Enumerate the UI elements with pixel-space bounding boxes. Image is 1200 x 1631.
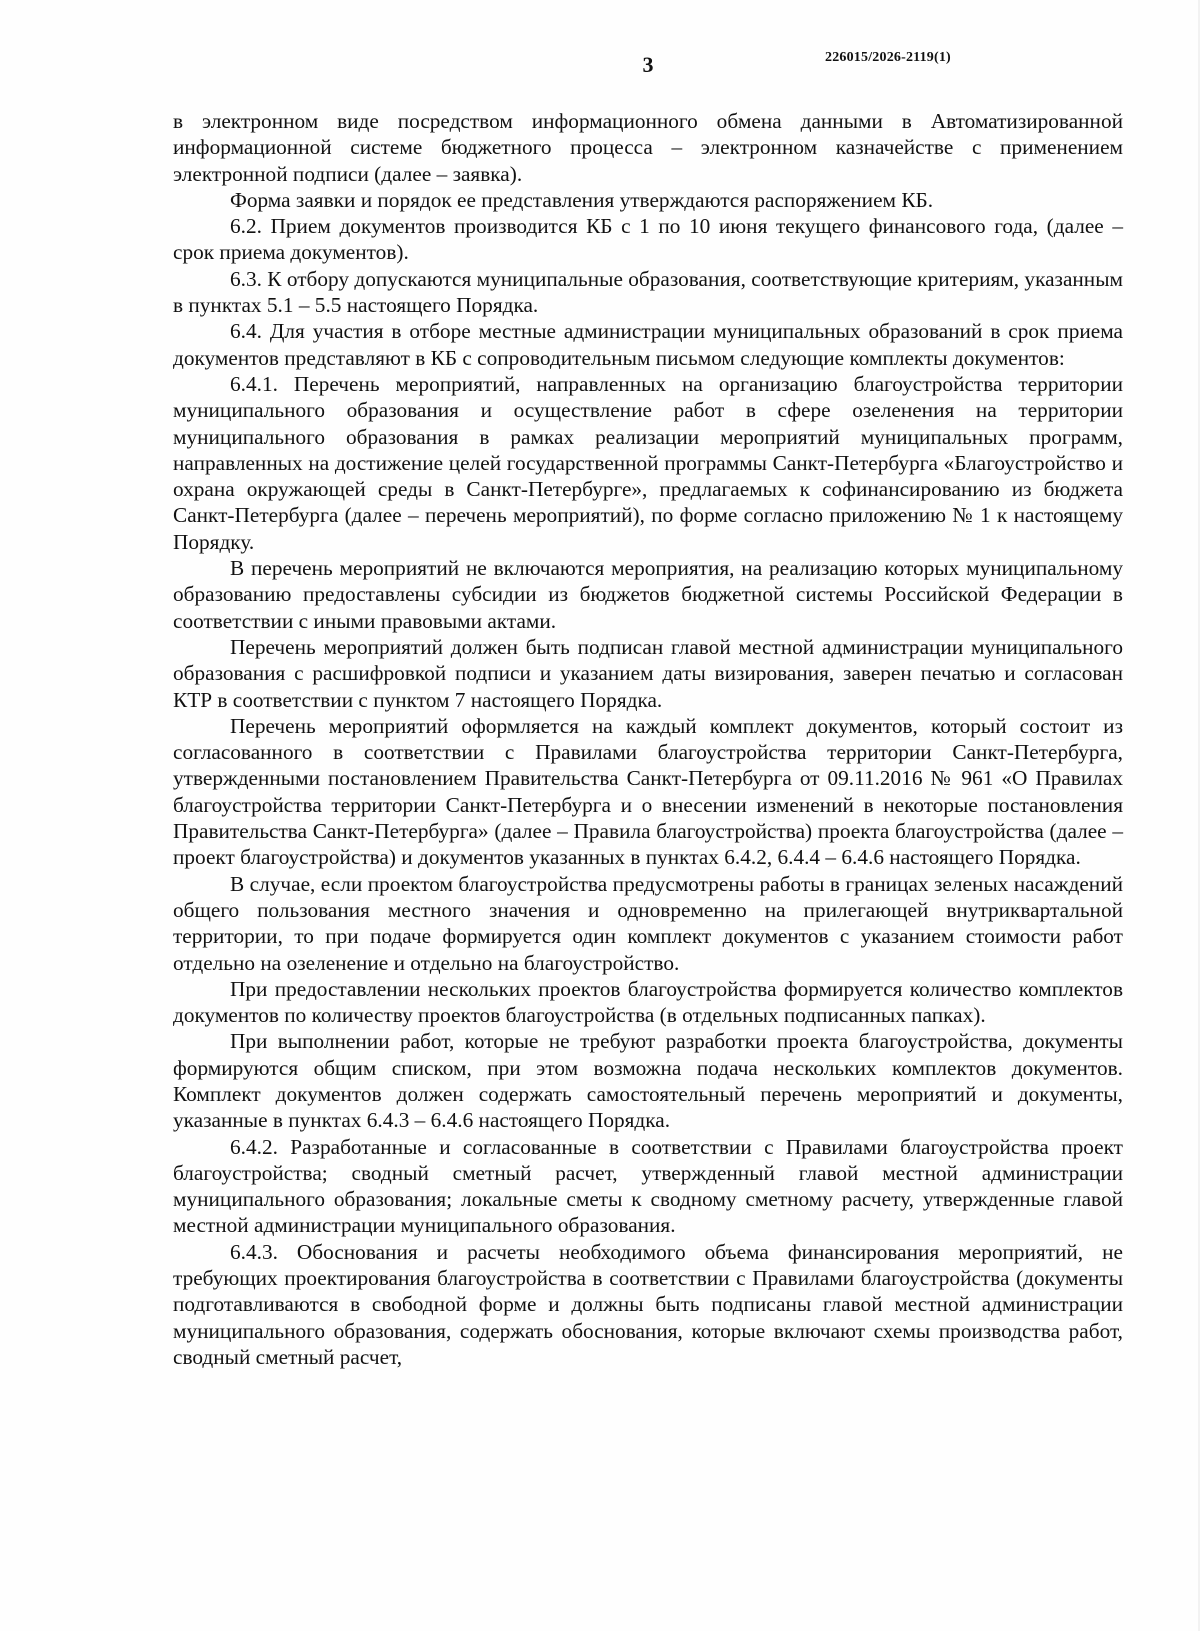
paragraph-6-4-2: 6.4.2. Разработанные и согласованные в соответствии с Правилами благоустройства проект благоустройства; сводный сметный расчет, утвержденный главой местной администрации муниципального образования; локальные сметы к сводному сметному расчету, утвержденные главой местной администрации муниципального образования. bbox=[173, 1134, 1123, 1238]
paragraph-green-zones: В случае, если проектом благоустройства предусмотрены работы в границах зеленых насаждений общего пользования местного значения и одновременно на прилегающей внутриквартальной территории, то при подаче формируется один комплект документов с указанием стоимости работ отдельно на озеленение и отдельно на благоустройство. bbox=[173, 871, 1123, 975]
paragraph-6-3: 6.3. К отбору допускаются муниципальные образования, соответствующие критериям, указанным в пунктах 5.1 – 5.5 настоящего Порядка. bbox=[173, 266, 1123, 318]
paragraph-exclusions: В перечень мероприятий не включаются мероприятия, на реализацию которых муниципальному образованию предоставлены субсидии из бюджетов бюджетной системы Российской Федерации в соответствии с иными правовыми актами. bbox=[173, 556, 1123, 633]
paragraph-6-4: 6.4. Для участия в отборе местные администрации муниципальных образований в срок приема документов представляют в КБ с сопроводительным письмом следующие комплекты документов: bbox=[173, 319, 1123, 370]
paragraph-6-2: 6.2. Прием документов производится КБ с 1 по 10 июня текущего финансового года, (далее – срок приема документов). bbox=[173, 214, 1123, 265]
paragraph-6-4-3: 6.4.3. Обоснования и расчеты необходимого объема финансирования мероприятий, не требующих проектирования благоустройства в соответствии с Правилами благоустройства (документы подготавливаются в свободной форме и должны быть подписаны главой местной администрации муниципального образования, содержать обоснования, которые включают схемы производства работ, сводный сметный расчет, bbox=[173, 1239, 1123, 1369]
document-body bbox=[173, 108, 1123, 1370]
paragraph-multiple-projects: При предоставлении нескольких проектов благоустройства формируется количество комплектов документов по количеству проектов благоустройства (в отдельных подписанных папках). bbox=[173, 976, 1123, 1028]
paragraph-signature-requirements: Перечень мероприятий должен быть подписан главой местной администрации муниципального образования с расшифровкой подписи и указанием даты визирования, заверен печатью и согласован КТР в соответствии с пунктом 7 настоящего Порядка. bbox=[173, 634, 1123, 712]
document-registration-code: 226015/2026-2119(1) bbox=[825, 50, 951, 65]
paragraph-application-form: Форма заявки и порядок ее представления утверждаются распоряжением КБ. bbox=[230, 187, 934, 212]
paragraph-continuation: в электронном виде посредством информационного обмена данными в Автоматизированной информационной системе бюджетного процесса – электронном казначействе с применением электронной подписи (далее – заявка). bbox=[173, 109, 1123, 186]
paragraph-6-4-1: 6.4.1. Перечень мероприятий, направленных на организацию благоустройства территории муниципального образования и осуществление работ в сфере озеленения на территории муниципального образования в рамках реализации мероприятий муниципальных программ, направленных на достижение целей государственной программы Санкт-Петербурга «Благоустройство и охрана окружающей среды в Санкт-Петербурге», предлагаемых к софинансированию из бюджета Санкт-Петербурга (далее – перечень мероприятий), по форме согласно приложению № 1 к настоящему Порядку. bbox=[173, 371, 1123, 554]
page-number: 3 bbox=[642, 52, 654, 77]
paragraph-document-set: Перечень мероприятий оформляется на каждый комплект документов, который состоит из согласованного в соответствии с Правилами благоустройства территории Санкт-Петербурга, утвержденными постановлением Правительства Санкт-Петербурга от 09.11.2016 № 961 «О Правилах благоустройства территории Санкт-Петербурга и о внесении изменений в некоторые постановления Правительства Санкт-Петербурга» (далее – Правила благоустройства) проекта благоустройства (далее – проект благоустройства) и документов указанных в пунктах 6.4.2, 6.4.4 – 6.4.6 настоящего Порядка. bbox=[173, 713, 1123, 870]
paragraph-no-project-works: При выполнении работ, которые не требуют разработки проекта благоустройства, документы формируются общим списком, при этом возможна подача нескольких комплектов документов. Комплект документов должен содержать самостоятельный перечень мероприятий и документы, указанные в пунктах 6.4.3 – 6.4.6 настоящего Порядка. bbox=[173, 1029, 1123, 1133]
